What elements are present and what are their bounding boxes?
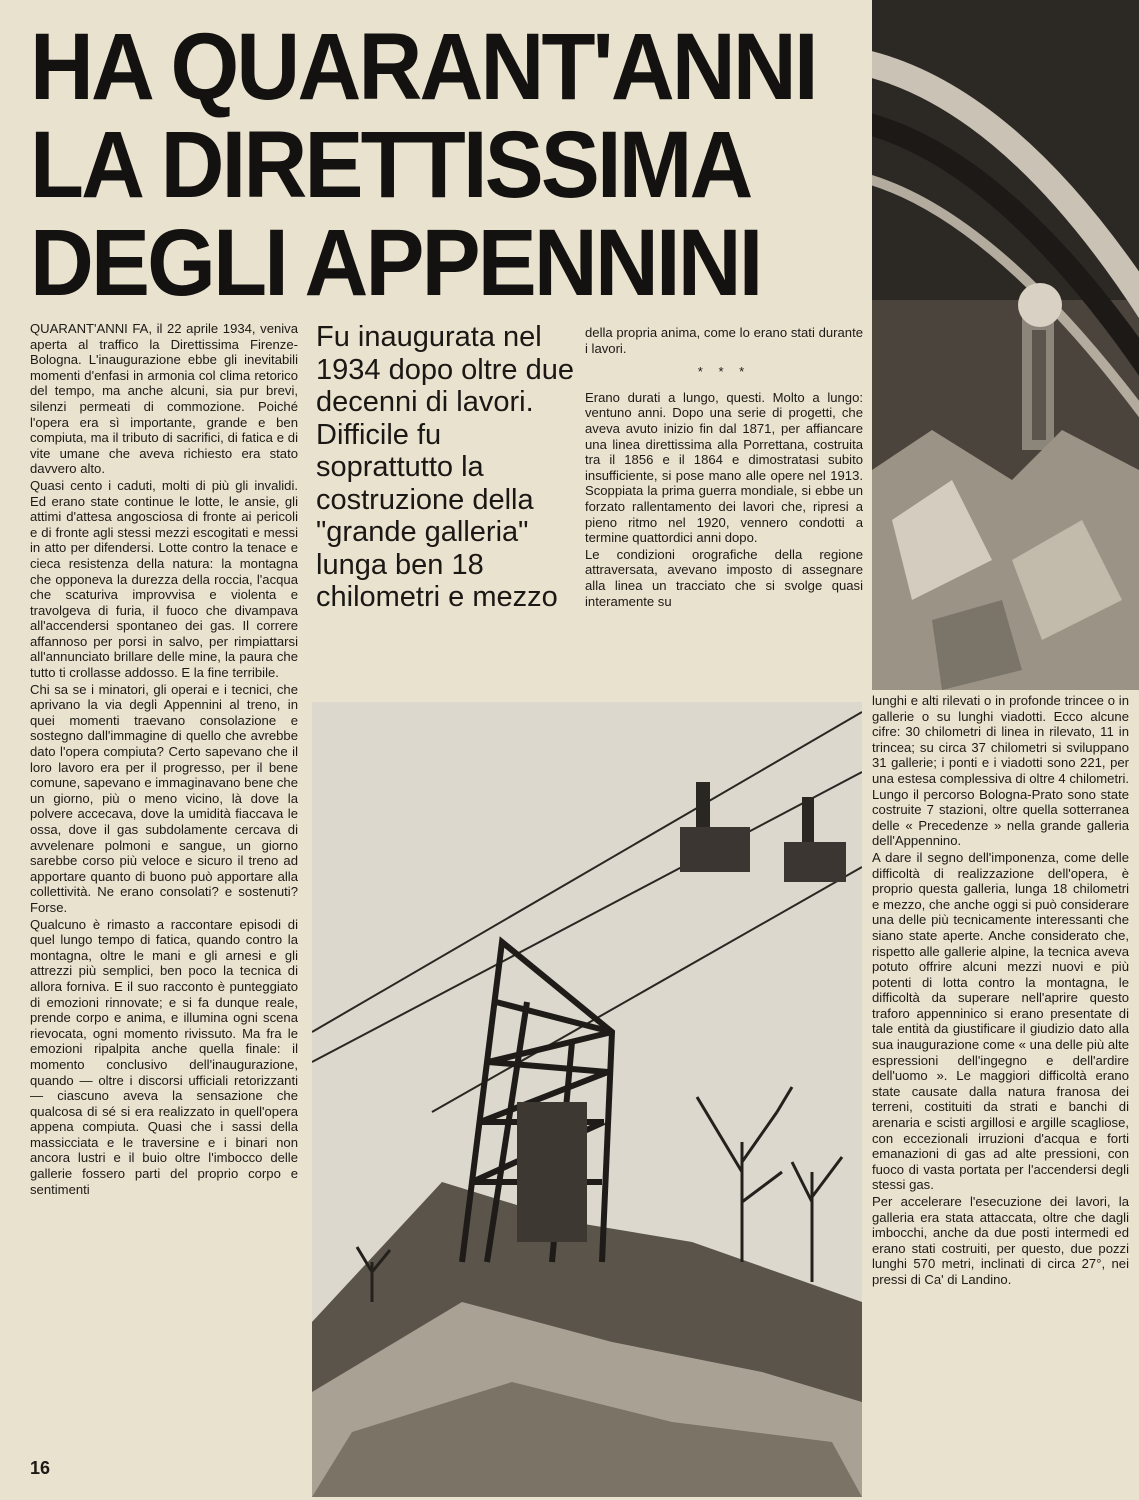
section-separator: * * * bbox=[697, 364, 751, 380]
headline-line-3: DEGLI APPENNINI bbox=[30, 210, 761, 316]
headline-line-1: HA QUARANT'ANNI bbox=[30, 14, 816, 120]
tunnel-photo bbox=[872, 0, 1139, 690]
paragraph: Per accelerare l'esecuzione dei lavori, la galleria era stata attaccata, oltre che dagli imbocchi, anche da due posti intermedi ed erano stati costruiti, per questo, due pozzi lunghi 570 metri, inclinati di circa 27°, nei pressi di Ca' di Landino. bbox=[872, 1194, 1129, 1287]
article-column-3 bbox=[872, 693, 1129, 1289]
paragraph: Chi sa se i minatori, gli operai e i tecnici, che aprivano la via degli Appennini al treno, in quei momenti traevano consolazione e sostegno dall'immagine di quello che avrebbe dato l'opera compiuta? Certo sapevano che il loro lavoro era per il progresso, per il bene comune, sapevano e immaginavano bene che un giorno, più o meno vicino, là dove la polvere accecava, dove la umidità fiaccava le ossa, dove il gas subdolamente cercava di avvelenare polmoni e sangue, un giorno sarebbe corso più veloce e sicuro il treno ad apportare quanto di buono può apportare alla collettività. Ne erano consolati? e sostenuti? Forse. bbox=[30, 681, 298, 915]
paragraph: lunghi e alti rilevati o in profonde trincee o in gallerie o su lunghi viadotti. Ecco alcune cifre: 30 chilometri di linea in rilevato, 11 in trincea; su circa 37 chilometri si sviluppano 31 gallerie; i ponti e i viadotti sono 221, per una estesa complessiva di oltre 4 chilometri. Lungo il percorso Bologna-Prato sono state costruite 7 stazioni, oltre quella sotterranea delle « Precedenze » nella grande galleria dell'Appennino. bbox=[872, 693, 1129, 849]
paragraph: A dare il segno dell'imponenza, come delle difficoltà di realizzazione dell'opera, è proprio questa galleria, lunga 18 chilometri e mezzo, che anche oggi si può considerare una delle più tecnicamente interessanti che siano state aperte. Anche considerato che, rispetto alle gallerie alpine, la tecnica aveva potuto offrire alcuni mezzi nuovi e più potenti di lotta contro la montagna, le difficoltà da superare nell'aprire questo traforo appenninico si erano presentate di tale entità da giustificare il giudizio dato alla sua inaugurazione come « una delle più alte espressioni dell'ingegno e dell'ardire dell'uomo ». Le maggiori difficoltà erano state causate dalla natura franosa dei terreni, costituiti da strati e banchi di arenaria e scisti argillosi e argille scagliose, con eccezionali irruzioni d'acqua e forti emanazioni di gas ad alte pressioni, con fuoco di vasta portata per l'accendersi degli stessi gas. bbox=[872, 849, 1129, 1193]
headline bbox=[30, 14, 821, 316]
paragraph: Qualcuno è rimasto a raccontare episodi di quel lungo tempo di fatica, quando contro la montagna, oltre le mani e gli arnesi e gli attrezzi più semplici, ben poco la tecnica di allora forniva. E il suo racconto è punteggiato di emozioni rinnovate; e si fa dunque reale, prende corpo e anima, e illumina ogni scena rievocata, ogni momento rivissuto. Ma fra le emozioni ripalpita anche quella finale: il momento conclusivo dell'inaugurazione, quando — oltre i discorsi ufficiali retorizzanti — ciascuno aveva la sensazione che qualcosa di sé si era realizzato in quell'opera appena compiuta. Quasi che i sassi della massicciata e le traversine e i binari non ancora lustri e il buio oltre l'imbocco delle gallerie fossero parti del proprio corpo e sentimenti bbox=[30, 916, 298, 1197]
page-number: 16 bbox=[30, 1458, 51, 1478]
cableway-photo bbox=[312, 702, 862, 1497]
paragraph: Le condizioni orografiche della regione attraversata, avevano imposto di assegnare alla linea un tracciato che si svolge quasi interamente su bbox=[585, 546, 863, 609]
headline-line-2: LA DIRETTISSIMA bbox=[30, 112, 751, 218]
paragraph: QUARANT'ANNI FA, il 22 aprile 1934, veniva aperta al traffico la Direttissima Firenze-Bologna. L'inaugurazione ebbe gli inevitabili momenti d'enfasi in armonia col clima retorico del tempo, ma anche alcuni, sia pur brevi, silenzi permeati di commozione. Poiché l'opera era sì importante, grande e ben compiuta, ma il tributo di sacrifici, di fatica e di vite umane che aveva richiesto era stato davvero alto. bbox=[30, 321, 298, 477]
paragraph: Quasi cento i caduti, molti di più gli invalidi. Ed erano state continue le lotte, le ansie, gli attimi d'attesa angosciosa di fronte ai pericoli e di fronte agli stessi mezzi escogitati e messi in atto per difendersi. Lotte contro la tenace e cieca resistenza della natura: la montagna che opponeva la durezza della roccia, l'acqua che scaturiva improvvisa e violenta e travolgeva di furia, il fuoco che divampava all'accendersi spontaneo dei gas. Il correre affannoso per porsi in salvo, per rimpiattarsi all'annunciato brillare delle mine, la paura che tutto ti crollasse addosso. E la fine terribile. bbox=[30, 477, 298, 681]
article-column-2 bbox=[585, 325, 863, 610]
paragraph: della propria anima, come lo erano stati durante i lavori. bbox=[585, 325, 863, 356]
pull-quote: Fu inaugurata nel 1934 dopo oltre due decenni di lavori. Difficile fu soprattutto la costruzione della "grande galleria" lunga ben 18 chilometri e mezzo bbox=[316, 321, 574, 613]
article-column-1 bbox=[30, 321, 298, 1198]
paragraph: Erano durati a lungo, questi. Molto a lungo: ventuno anni. Dopo una serie di progetti, che aveva avuto inizio fin dal 1871, per affiancare una linea direttissima alla Porrettana, costruita tra il 1856 e il 1864 e dimostratasi subito insufficiente, si pose mano alle opere nel 1913. Scoppiata la prima guerra mondiale, si ebbe un forzato rallentamento dei lavori che, ripresi a pieno ritmo nel 1920, vennero condotti a termine quattordici anni dopo. bbox=[585, 389, 863, 546]
